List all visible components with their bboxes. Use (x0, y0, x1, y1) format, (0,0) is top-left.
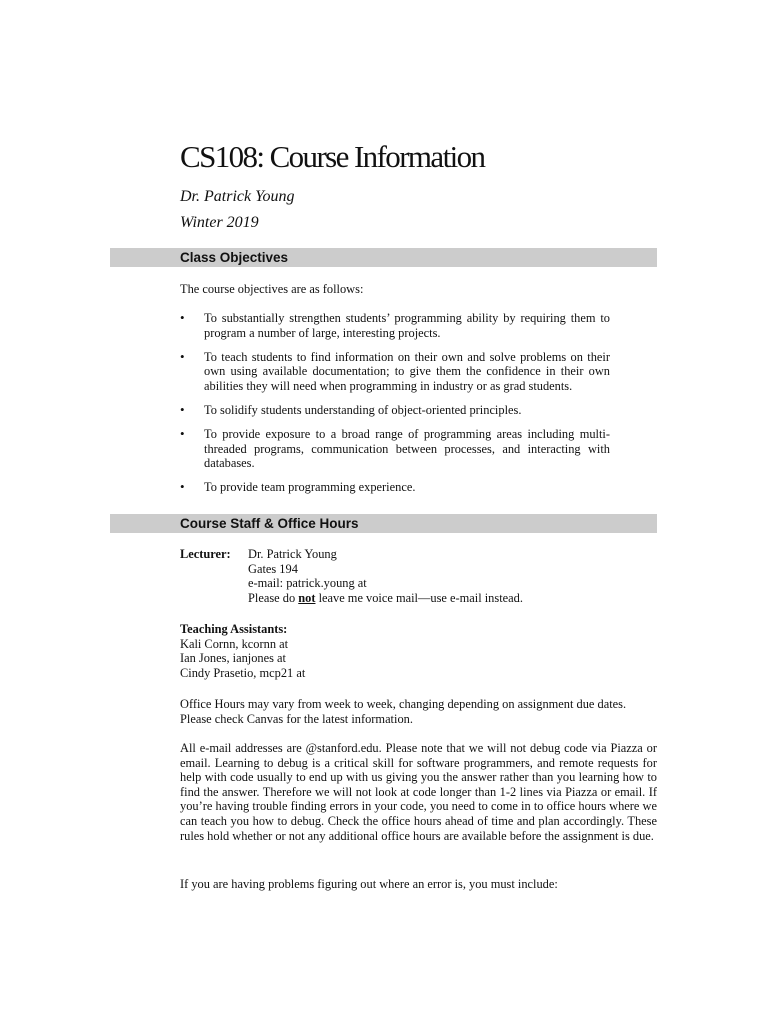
voicemail-note (248, 591, 648, 606)
ta-entry: Cindy Prasetio, mcp21 at (180, 665, 306, 680)
voicemail-note-emphasis: not (298, 590, 316, 605)
list-item: • To provide exposure to a broad range of programming areas including multi-threaded programs, communication between processes, and interacting with databases. (180, 427, 610, 471)
ta-heading: Teaching Assistants: (180, 622, 288, 636)
list-item: • To provide team programming experience. (180, 480, 610, 495)
objectives-list (180, 311, 610, 504)
objectives-intro: The course objectives are as follows: (180, 282, 364, 296)
author-line: Dr. Patrick Young (180, 188, 295, 205)
office-hours-note: Office Hours may vary from week to week, changing depending on assignment due dates. Please check Canvas for the latest information. (180, 697, 627, 726)
lecturer-label: Lecturer: (180, 547, 231, 561)
section-heading-class-objectives (110, 248, 657, 267)
term-line: Winter 2019 (180, 214, 259, 231)
voicemail-note-post: leave me voice mail—use e-mail instead. (315, 590, 523, 605)
list-item: • To substantially strengthen students’ programming ability by requiring them to program a number of large, interesting projects. (180, 311, 610, 340)
lecturer-email: e-mail: patrick.young at (248, 576, 367, 591)
voicemail-note-pre: Please do (248, 590, 299, 605)
ta-entry: Kali Cornn, kcornn at (180, 636, 289, 651)
section-heading-label: Class Objectives (180, 250, 289, 265)
email-policy-paragraph: All e-mail addresses are @stanford.edu. Please note that we will not debug code via Piazza or email. Learning to debug is a critical skill for software programmers, and remote requests for help with code usually to end up with us giving you the answer rather than you learning how to find the answer. Therefore we will not look at code longer than 1-2 lines via Piazza or email. If you’re having trouble finding errors in your code, you need to come in to office hours where we can teach you how to debug. Check the office hours ahead of time and plan accordingly. These rules hold whether or not any additional office hours are available before the assignment is due. (180, 741, 657, 843)
list-item: • To teach students to find information on their own and solve problems on their own using available documentation; to give them the confidence in their own abilities they will need when programming in industry or as grad students. (180, 350, 610, 394)
section-heading-course-staff (110, 514, 657, 533)
document-title: CS108: Course Information (180, 139, 485, 174)
error-help-intro: If you are having problems figuring out where an error is, you must include: (180, 877, 558, 891)
lecturer-details (248, 547, 648, 605)
lecturer-office: Gates 194 (248, 561, 298, 576)
teaching-assistants (180, 622, 305, 680)
list-item: • To solidify students understanding of object-oriented principles. (180, 403, 610, 418)
section-heading-label: Course Staff & Office Hours (180, 516, 359, 531)
lecturer-name: Dr. Patrick Young (248, 547, 337, 561)
ta-entry: Ian Jones, ianjones at (180, 651, 286, 666)
